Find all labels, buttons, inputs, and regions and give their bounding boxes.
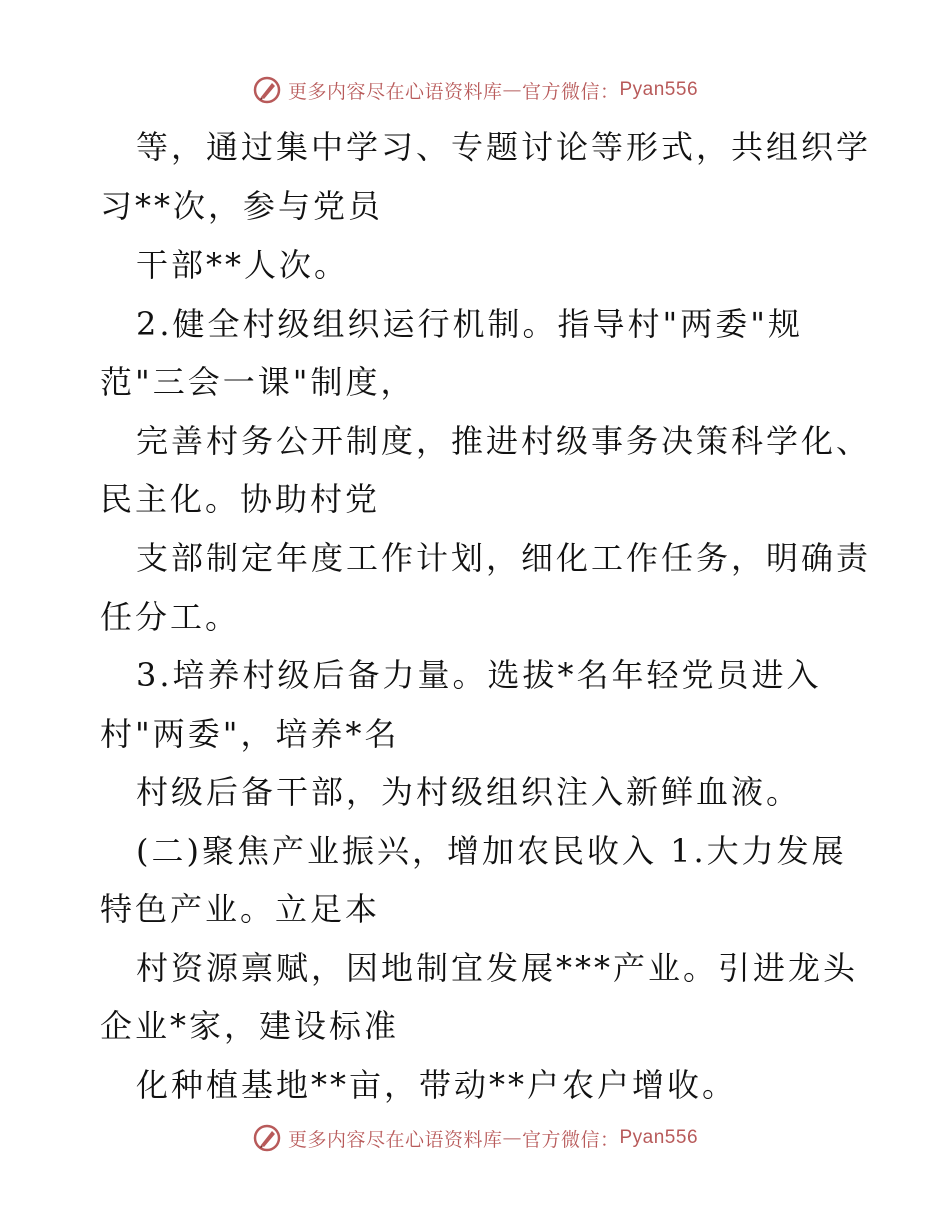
text-line: 企业*家，建设标准 [100, 1007, 400, 1045]
text-line: 干部**人次。 [136, 246, 350, 284]
text-line: 2.健全村级组织运行机制。指导村"两委"规 [136, 305, 803, 343]
watermark-separator: — [502, 1127, 522, 1149]
watermark-wechat-id: Pyan556 [619, 79, 699, 100]
footer-watermark [0, 1120, 950, 1156]
text-line: 民主化。协助村党 [100, 480, 381, 518]
text-line: (二)聚焦产业振兴，增加农民收入 1.大力发展 [136, 832, 847, 870]
watermark-contact-label: 官方微信： [521, 1128, 620, 1151]
header-watermark [0, 72, 950, 108]
text-line: 村资源禀赋，因地制宜发展***产业。引进龙头 [136, 949, 859, 987]
text-line: 支部制定年度工作计划，细化工作任务，明确责 [136, 539, 872, 577]
pen-logo-icon [252, 75, 282, 105]
watermark-main-text: 更多内容尽在心语资料库 [287, 80, 503, 103]
pen-logo-icon [252, 1123, 282, 1153]
text-line: 等，通过集中学习、专题讨论等形式，共组织学 [136, 128, 872, 166]
text-line: 村"两委"，培养*名 [100, 715, 400, 753]
text-line: 化种植基地**亩，带动**户农户增收。 [136, 1066, 738, 1104]
text-line: 习**次，参与党员 [100, 187, 384, 225]
watermark-contact-label: 官方微信： [521, 80, 620, 103]
watermark-separator: — [502, 79, 522, 101]
text-line: 3.培养村级后备力量。选拔*名年轻党员进入 [136, 656, 822, 694]
text-line: 完善村务公开制度，推进村级事务决策科学化、 [136, 422, 872, 460]
text-line: 范"三会一课"制度， [100, 363, 416, 401]
text-line: 村级后备干部，为村级组织注入新鲜血液。 [136, 773, 802, 811]
watermark-main-text: 更多内容尽在心语资料库 [287, 1128, 503, 1151]
text-line: 特色产业。立足本 [100, 890, 381, 928]
text-line: 任分工。 [100, 598, 241, 636]
watermark-wechat-id: Pyan556 [619, 1127, 699, 1148]
